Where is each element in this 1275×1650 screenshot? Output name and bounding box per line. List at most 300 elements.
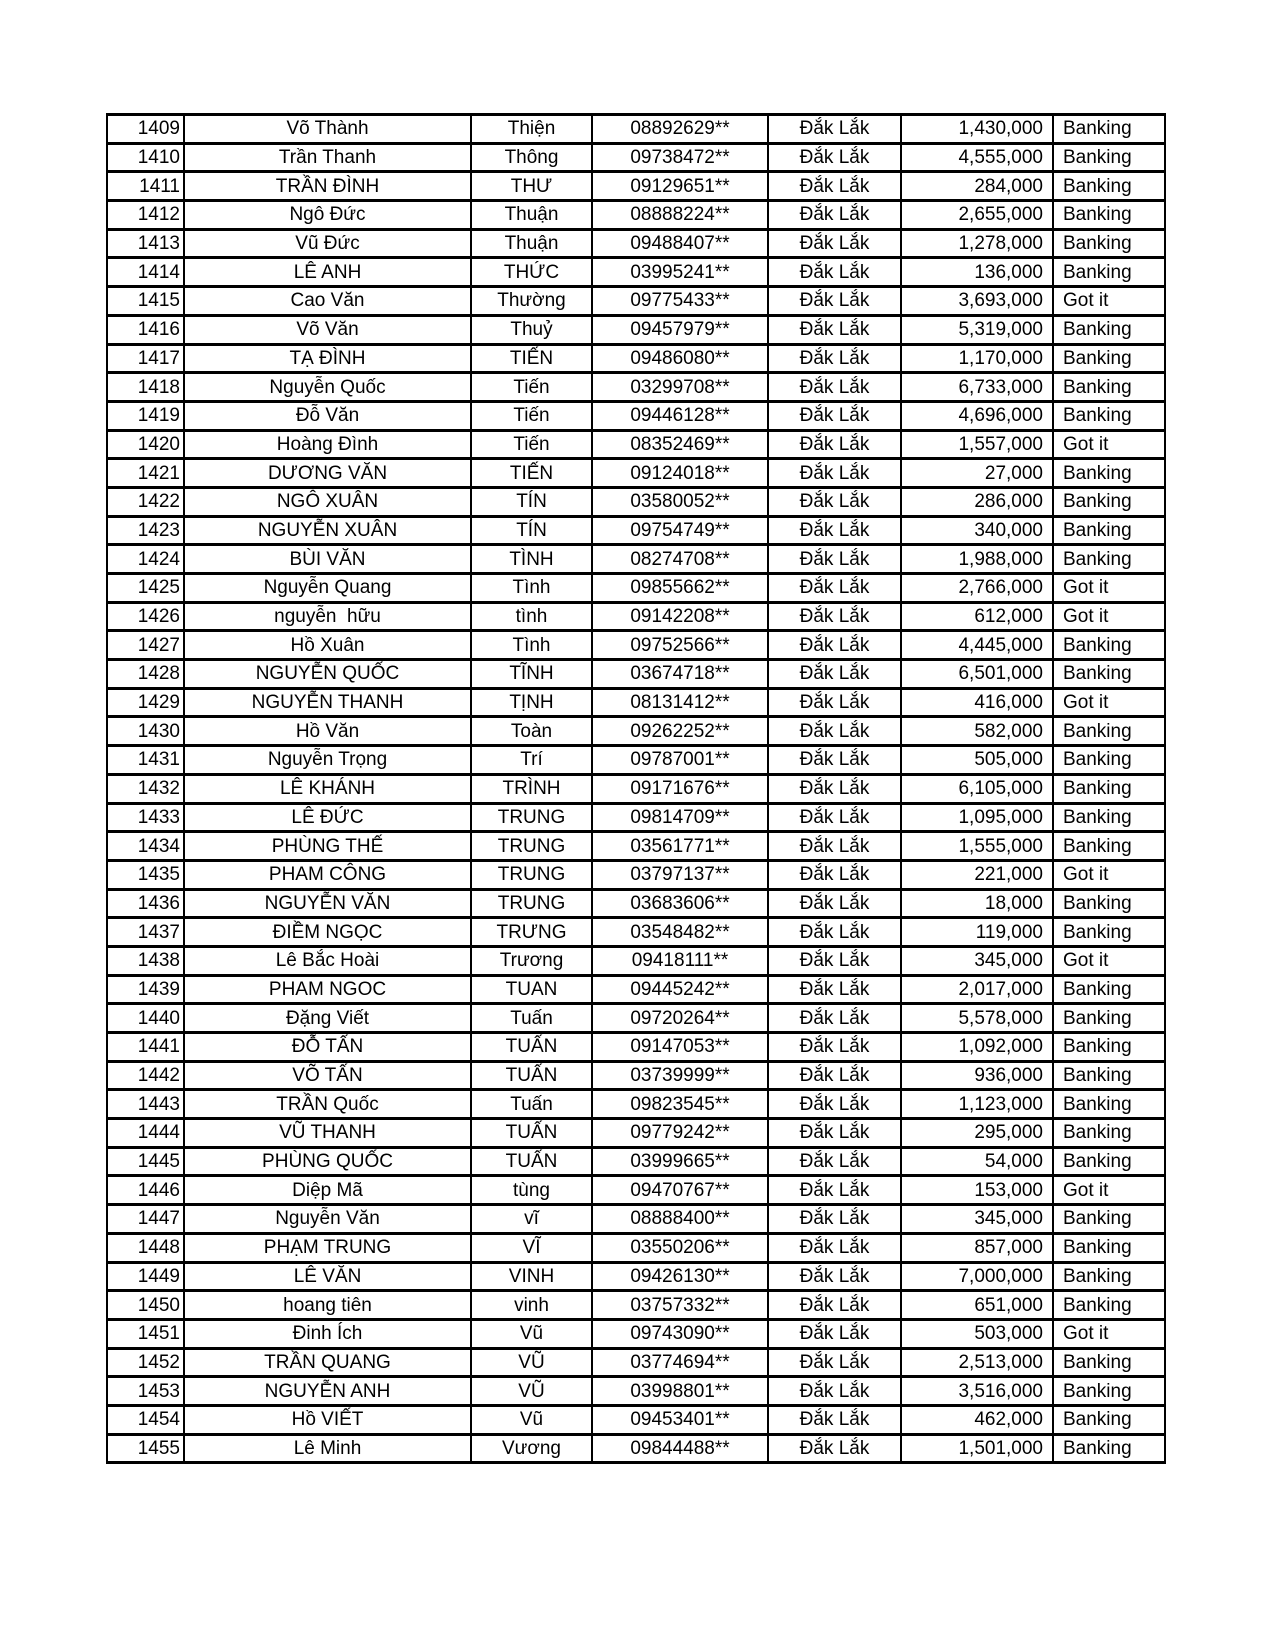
cell-amount: 1,430,000: [901, 115, 1053, 144]
cell-first-name: TRẦN ĐÌNH: [184, 172, 471, 201]
cell-first-name: Ngô Đức: [184, 201, 471, 230]
cell-province: Đắk Lắk: [768, 1319, 901, 1348]
cell-row-number: 1438: [107, 946, 184, 975]
cell-first-name: TẠ ĐÌNH: [184, 344, 471, 373]
cell-last-name: Tình: [471, 631, 592, 660]
cell-payout-method: Banking: [1053, 746, 1165, 775]
cell-phone-masked: 09855662**: [592, 574, 768, 603]
cell-province: Đắk Lắk: [768, 1348, 901, 1377]
cell-last-name: Tuấn: [471, 1090, 592, 1119]
cell-row-number: 1440: [107, 1004, 184, 1033]
cell-row-number: 1450: [107, 1291, 184, 1320]
cell-amount: 4,445,000: [901, 631, 1053, 660]
cell-first-name: NGUYỄN QUỐC: [184, 660, 471, 689]
cell-province: Đắk Lắk: [768, 660, 901, 689]
cell-last-name: TỊNH: [471, 688, 592, 717]
cell-last-name: Trí: [471, 746, 592, 775]
cell-payout-method: Got it: [1053, 946, 1165, 975]
cell-payout-method: Banking: [1053, 545, 1165, 574]
table-row: [107, 1176, 1165, 1205]
cell-amount: 416,000: [901, 688, 1053, 717]
cell-last-name: Thuận: [471, 201, 592, 230]
cell-payout-method: Banking: [1053, 918, 1165, 947]
cell-row-number: 1447: [107, 1205, 184, 1234]
cell-first-name: TRẦN QUANG: [184, 1348, 471, 1377]
cell-amount: 284,000: [901, 172, 1053, 201]
cell-last-name: Thông: [471, 143, 592, 172]
cell-phone-masked: 03797137**: [592, 860, 768, 889]
cell-last-name: THỨC: [471, 258, 592, 287]
cell-phone-masked: 09743090**: [592, 1319, 768, 1348]
cell-last-name: TÍN: [471, 516, 592, 545]
cell-amount: 7,000,000: [901, 1262, 1053, 1291]
cell-row-number: 1422: [107, 487, 184, 516]
table-row: [107, 344, 1165, 373]
cell-row-number: 1419: [107, 401, 184, 430]
cell-first-name: ĐỖ TẤN: [184, 1033, 471, 1062]
cell-payout-method: Got it: [1053, 860, 1165, 889]
cell-amount: 4,555,000: [901, 143, 1053, 172]
cell-phone-masked: 03561771**: [592, 832, 768, 861]
cell-phone-masked: 08888400**: [592, 1205, 768, 1234]
cell-last-name: TRUNG: [471, 860, 592, 889]
table-row: [107, 1405, 1165, 1434]
table-row: [107, 832, 1165, 861]
cell-payout-method: Banking: [1053, 1405, 1165, 1434]
cell-payout-method: Banking: [1053, 459, 1165, 488]
cell-first-name: PHÙNG THẾ: [184, 832, 471, 861]
cell-first-name: PHAM NGOC: [184, 975, 471, 1004]
cell-last-name: Vương: [471, 1434, 592, 1463]
table-row: [107, 889, 1165, 918]
cell-phone-masked: 09142208**: [592, 602, 768, 631]
cell-last-name: TRÌNH: [471, 774, 592, 803]
cell-phone-masked: 03548482**: [592, 918, 768, 947]
cell-last-name: TRUNG: [471, 803, 592, 832]
cell-row-number: 1425: [107, 574, 184, 603]
cell-last-name: TRUNG: [471, 889, 592, 918]
cell-payout-method: Banking: [1053, 401, 1165, 430]
cell-row-number: 1420: [107, 430, 184, 459]
cell-province: Đắk Lắk: [768, 1291, 901, 1320]
cell-payout-method: Banking: [1053, 803, 1165, 832]
cell-amount: 54,000: [901, 1147, 1053, 1176]
cell-province: Đắk Lắk: [768, 975, 901, 1004]
cell-first-name: Hồ Văn: [184, 717, 471, 746]
cell-row-number: 1442: [107, 1061, 184, 1090]
table-row: [107, 1319, 1165, 1348]
cell-phone-masked: 09787001**: [592, 746, 768, 775]
cell-first-name: Nguyễn Văn: [184, 1205, 471, 1234]
table-row: [107, 545, 1165, 574]
cell-row-number: 1409: [107, 115, 184, 144]
cell-province: Đắk Lắk: [768, 860, 901, 889]
cell-first-name: BÙI VĂN: [184, 545, 471, 574]
cell-phone-masked: 09147053**: [592, 1033, 768, 1062]
cell-first-name: LÊ VĂN: [184, 1262, 471, 1291]
table-row: [107, 1119, 1165, 1148]
cell-payout-method: Banking: [1053, 1434, 1165, 1463]
cell-first-name: Hồ Xuân: [184, 631, 471, 660]
cell-first-name: TRẦN Quốc: [184, 1090, 471, 1119]
cell-last-name: Vũ: [471, 1405, 592, 1434]
cell-province: Đắk Lắk: [768, 1205, 901, 1234]
cell-row-number: 1421: [107, 459, 184, 488]
table-row: [107, 1004, 1165, 1033]
cell-payout-method: Banking: [1053, 1147, 1165, 1176]
cell-amount: 6,733,000: [901, 373, 1053, 402]
cell-payout-method: Banking: [1053, 1291, 1165, 1320]
table-row: [107, 1233, 1165, 1262]
contact-roster-table: [106, 113, 1166, 1464]
cell-amount: 612,000: [901, 602, 1053, 631]
table-row: [107, 1147, 1165, 1176]
table-row: [107, 373, 1165, 402]
cell-first-name: VÕ TẤN: [184, 1061, 471, 1090]
cell-phone-masked: 09488407**: [592, 229, 768, 258]
cell-row-number: 1436: [107, 889, 184, 918]
cell-amount: 295,000: [901, 1119, 1053, 1148]
table-row: [107, 746, 1165, 775]
cell-phone-masked: 09814709**: [592, 803, 768, 832]
cell-first-name: NGUYỄN THANH: [184, 688, 471, 717]
cell-amount: 345,000: [901, 946, 1053, 975]
cell-phone-masked: 09453401**: [592, 1405, 768, 1434]
cell-phone-masked: 08274708**: [592, 545, 768, 574]
cell-row-number: 1446: [107, 1176, 184, 1205]
cell-last-name: Thiện: [471, 115, 592, 144]
table-row: [107, 1434, 1165, 1463]
cell-last-name: vĩ: [471, 1205, 592, 1234]
cell-amount: 1,555,000: [901, 832, 1053, 861]
cell-payout-method: Banking: [1053, 774, 1165, 803]
table-row: [107, 803, 1165, 832]
cell-phone-masked: 09124018**: [592, 459, 768, 488]
cell-province: Đắk Lắk: [768, 516, 901, 545]
cell-province: Đắk Lắk: [768, 746, 901, 775]
cell-payout-method: Banking: [1053, 1377, 1165, 1406]
cell-row-number: 1451: [107, 1319, 184, 1348]
cell-province: Đắk Lắk: [768, 832, 901, 861]
cell-province: Đắk Lắk: [768, 315, 901, 344]
cell-phone-masked: 03774694**: [592, 1348, 768, 1377]
cell-last-name: VŨ: [471, 1348, 592, 1377]
cell-first-name: LÊ ANH: [184, 258, 471, 287]
cell-row-number: 1429: [107, 688, 184, 717]
cell-row-number: 1411: [107, 172, 184, 201]
cell-amount: 1,278,000: [901, 229, 1053, 258]
cell-first-name: LÊ ĐỨC: [184, 803, 471, 832]
cell-phone-masked: 09445242**: [592, 975, 768, 1004]
cell-amount: 462,000: [901, 1405, 1053, 1434]
cell-last-name: Trương: [471, 946, 592, 975]
cell-province: Đắk Lắk: [768, 1377, 901, 1406]
cell-amount: 1,988,000: [901, 545, 1053, 574]
table-row: [107, 516, 1165, 545]
cell-payout-method: Banking: [1053, 229, 1165, 258]
cell-phone-masked: 09171676**: [592, 774, 768, 803]
cell-payout-method: Banking: [1053, 115, 1165, 144]
cell-first-name: Đặng Viết: [184, 1004, 471, 1033]
cell-phone-masked: 03999665**: [592, 1147, 768, 1176]
cell-last-name: Tiến: [471, 373, 592, 402]
cell-province: Đắk Lắk: [768, 889, 901, 918]
cell-row-number: 1417: [107, 344, 184, 373]
cell-row-number: 1441: [107, 1033, 184, 1062]
table-row: [107, 1090, 1165, 1119]
table-row: [107, 172, 1165, 201]
cell-row-number: 1445: [107, 1147, 184, 1176]
cell-amount: 1,170,000: [901, 344, 1053, 373]
cell-province: Đắk Lắk: [768, 401, 901, 430]
cell-phone-masked: 08892629**: [592, 115, 768, 144]
cell-first-name: Hoàng Đình: [184, 430, 471, 459]
table-row: [107, 401, 1165, 430]
cell-province: Đắk Lắk: [768, 803, 901, 832]
cell-amount: 27,000: [901, 459, 1053, 488]
cell-first-name: Diệp Mã: [184, 1176, 471, 1205]
cell-amount: 1,557,000: [901, 430, 1053, 459]
cell-last-name: TRUNG: [471, 832, 592, 861]
cell-payout-method: Banking: [1053, 1090, 1165, 1119]
cell-last-name: tình: [471, 602, 592, 631]
cell-phone-masked: 03674718**: [592, 660, 768, 689]
table-row: [107, 430, 1165, 459]
cell-amount: 1,092,000: [901, 1033, 1053, 1062]
cell-first-name: Đỗ Văn: [184, 401, 471, 430]
cell-payout-method: Banking: [1053, 258, 1165, 287]
cell-row-number: 1453: [107, 1377, 184, 1406]
cell-row-number: 1412: [107, 201, 184, 230]
cell-amount: 1,095,000: [901, 803, 1053, 832]
cell-phone-masked: 03995241**: [592, 258, 768, 287]
cell-payout-method: Got it: [1053, 688, 1165, 717]
cell-payout-method: Banking: [1053, 1233, 1165, 1262]
table-row: [107, 631, 1165, 660]
cell-last-name: Toàn: [471, 717, 592, 746]
cell-row-number: 1437: [107, 918, 184, 947]
table-row: [107, 717, 1165, 746]
cell-payout-method: Got it: [1053, 602, 1165, 631]
cell-province: Đắk Lắk: [768, 1176, 901, 1205]
cell-last-name: TUẤN: [471, 1061, 592, 1090]
cell-amount: 6,105,000: [901, 774, 1053, 803]
cell-payout-method: Got it: [1053, 430, 1165, 459]
table-row: [107, 229, 1165, 258]
table-row: [107, 1262, 1165, 1291]
table-row: [107, 315, 1165, 344]
cell-phone-masked: 09844488**: [592, 1434, 768, 1463]
cell-first-name: Lê Bắc Hoài: [184, 946, 471, 975]
cell-first-name: hoang tiên: [184, 1291, 471, 1320]
cell-payout-method: Banking: [1053, 1061, 1165, 1090]
cell-first-name: Hồ VIẾT: [184, 1405, 471, 1434]
cell-payout-method: Banking: [1053, 889, 1165, 918]
cell-amount: 136,000: [901, 258, 1053, 287]
cell-first-name: Nguyễn Trọng: [184, 746, 471, 775]
cell-last-name: THƯ: [471, 172, 592, 201]
cell-phone-masked: 03998801**: [592, 1377, 768, 1406]
table-row: [107, 1033, 1165, 1062]
cell-province: Đắk Lắk: [768, 545, 901, 574]
cell-row-number: 1413: [107, 229, 184, 258]
cell-province: Đắk Lắk: [768, 459, 901, 488]
cell-phone-masked: 09426130**: [592, 1262, 768, 1291]
cell-payout-method: Banking: [1053, 660, 1165, 689]
table-row: [107, 774, 1165, 803]
cell-payout-method: Banking: [1053, 143, 1165, 172]
cell-phone-masked: 09823545**: [592, 1090, 768, 1119]
cell-first-name: Nguyễn Quốc: [184, 373, 471, 402]
cell-payout-method: Banking: [1053, 516, 1165, 545]
cell-row-number: 1416: [107, 315, 184, 344]
table-row: [107, 918, 1165, 947]
cell-phone-masked: 09775433**: [592, 287, 768, 316]
cell-amount: 340,000: [901, 516, 1053, 545]
table-row: [107, 258, 1165, 287]
cell-phone-masked: 09738472**: [592, 143, 768, 172]
cell-last-name: TÍN: [471, 487, 592, 516]
cell-last-name: TĨNH: [471, 660, 592, 689]
cell-first-name: Cao Văn: [184, 287, 471, 316]
table-row: [107, 660, 1165, 689]
cell-province: Đắk Lắk: [768, 287, 901, 316]
cell-province: Đắk Lắk: [768, 1119, 901, 1148]
cell-province: Đắk Lắk: [768, 774, 901, 803]
cell-payout-method: Banking: [1053, 1205, 1165, 1234]
cell-row-number: 1452: [107, 1348, 184, 1377]
cell-province: Đắk Lắk: [768, 688, 901, 717]
cell-province: Đắk Lắk: [768, 229, 901, 258]
cell-amount: 857,000: [901, 1233, 1053, 1262]
cell-last-name: TRƯNG: [471, 918, 592, 947]
table-row: [107, 602, 1165, 631]
cell-amount: 119,000: [901, 918, 1053, 947]
cell-phone-masked: 08352469**: [592, 430, 768, 459]
cell-last-name: VĨ: [471, 1233, 592, 1262]
cell-payout-method: Banking: [1053, 487, 1165, 516]
cell-province: Đắk Lắk: [768, 115, 901, 144]
cell-last-name: Vũ: [471, 1319, 592, 1348]
cell-first-name: Vũ Đức: [184, 229, 471, 258]
cell-amount: 651,000: [901, 1291, 1053, 1320]
cell-amount: 4,696,000: [901, 401, 1053, 430]
cell-first-name: VŨ THANH: [184, 1119, 471, 1148]
cell-phone-masked: 08131412**: [592, 688, 768, 717]
cell-first-name: Võ Văn: [184, 315, 471, 344]
cell-last-name: Tuấn: [471, 1004, 592, 1033]
cell-phone-masked: 09754749**: [592, 516, 768, 545]
cell-phone-masked: 03757332**: [592, 1291, 768, 1320]
table-row: [107, 201, 1165, 230]
cell-row-number: 1439: [107, 975, 184, 1004]
cell-first-name: NGUYỄN VĂN: [184, 889, 471, 918]
cell-row-number: 1449: [107, 1262, 184, 1291]
cell-payout-method: Banking: [1053, 631, 1165, 660]
cell-province: Đắk Lắk: [768, 574, 901, 603]
cell-row-number: 1428: [107, 660, 184, 689]
cell-last-name: TUAN: [471, 975, 592, 1004]
table-row: [107, 1348, 1165, 1377]
cell-first-name: Đinh Ích: [184, 1319, 471, 1348]
cell-province: Đắk Lắk: [768, 201, 901, 230]
cell-province: Đắk Lắk: [768, 487, 901, 516]
cell-last-name: Thường: [471, 287, 592, 316]
cell-last-name: TUẤN: [471, 1033, 592, 1062]
cell-province: Đắk Lắk: [768, 172, 901, 201]
cell-first-name: LÊ KHÁNH: [184, 774, 471, 803]
cell-row-number: 1434: [107, 832, 184, 861]
cell-amount: 936,000: [901, 1061, 1053, 1090]
cell-phone-masked: 03550206**: [592, 1233, 768, 1262]
cell-phone-masked: 09418111**: [592, 946, 768, 975]
cell-first-name: NGUYỄN ANH: [184, 1377, 471, 1406]
cell-amount: 5,319,000: [901, 315, 1053, 344]
cell-first-name: Lê Minh: [184, 1434, 471, 1463]
cell-amount: 345,000: [901, 1205, 1053, 1234]
cell-phone-masked: 09486080**: [592, 344, 768, 373]
cell-last-name: Thuỷ: [471, 315, 592, 344]
cell-payout-method: Banking: [1053, 1119, 1165, 1148]
cell-first-name: ĐIỀM NGỌC: [184, 918, 471, 947]
cell-last-name: tùng: [471, 1176, 592, 1205]
cell-payout-method: Got it: [1053, 1319, 1165, 1348]
cell-amount: 286,000: [901, 487, 1053, 516]
cell-phone-masked: 09720264**: [592, 1004, 768, 1033]
cell-phone-masked: 09262252**: [592, 717, 768, 746]
cell-province: Đắk Lắk: [768, 631, 901, 660]
cell-last-name: VŨ: [471, 1377, 592, 1406]
cell-province: Đắk Lắk: [768, 1147, 901, 1176]
cell-phone-masked: 09752566**: [592, 631, 768, 660]
cell-last-name: Tiến: [471, 430, 592, 459]
cell-amount: 153,000: [901, 1176, 1053, 1205]
cell-payout-method: Banking: [1053, 172, 1165, 201]
cell-province: Đắk Lắk: [768, 918, 901, 947]
cell-payout-method: Banking: [1053, 975, 1165, 1004]
cell-last-name: VINH: [471, 1262, 592, 1291]
table-row: [107, 1205, 1165, 1234]
cell-first-name: Trần Thanh: [184, 143, 471, 172]
cell-payout-method: Banking: [1053, 315, 1165, 344]
cell-province: Đắk Lắk: [768, 1262, 901, 1291]
cell-last-name: TÌNH: [471, 545, 592, 574]
cell-province: Đắk Lắk: [768, 344, 901, 373]
cell-province: Đắk Lắk: [768, 717, 901, 746]
cell-row-number: 1430: [107, 717, 184, 746]
cell-last-name: TUẤN: [471, 1147, 592, 1176]
cell-row-number: 1433: [107, 803, 184, 832]
cell-last-name: TIẾN: [471, 459, 592, 488]
cell-payout-method: Got it: [1053, 287, 1165, 316]
cell-amount: 6,501,000: [901, 660, 1053, 689]
cell-province: Đắk Lắk: [768, 143, 901, 172]
table-body: [107, 115, 1165, 1463]
cell-row-number: 1414: [107, 258, 184, 287]
cell-amount: 2,513,000: [901, 1348, 1053, 1377]
cell-row-number: 1427: [107, 631, 184, 660]
cell-phone-masked: 09129651**: [592, 172, 768, 201]
cell-amount: 18,000: [901, 889, 1053, 918]
table-row: [107, 487, 1165, 516]
cell-last-name: TIẾN: [471, 344, 592, 373]
cell-last-name: Thuận: [471, 229, 592, 258]
cell-first-name: PHẠM TRUNG: [184, 1233, 471, 1262]
cell-row-number: 1435: [107, 860, 184, 889]
cell-province: Đắk Lắk: [768, 258, 901, 287]
cell-first-name: Nguyễn Quang: [184, 574, 471, 603]
cell-payout-method: Got it: [1053, 574, 1165, 603]
